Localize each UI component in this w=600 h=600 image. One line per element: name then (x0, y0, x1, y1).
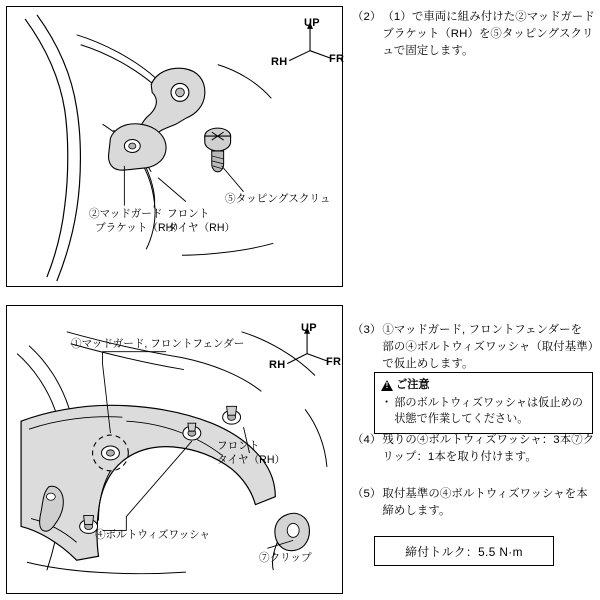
step-5-number: （5） (352, 488, 382, 500)
step-3-number: （3） (352, 324, 382, 336)
label-mudguard-bracket: ②マッドガード ブラケット（RH） (89, 208, 184, 235)
figure-panel-bottom (6, 305, 343, 594)
axis-label-rh: RH (269, 359, 286, 371)
step-3-text: ①マッドガード, フロントフェンダーを 部の④ボルトウィズワッシャ（取付基準）で仮止めします。 (382, 324, 594, 370)
label-clip: ⑦クリップ (259, 552, 312, 564)
step-5-text: 取付基準の④ボルトウィズワッシャを本締めします。 (382, 488, 588, 517)
step-2 (352, 9, 596, 60)
figure-panel-top (6, 6, 343, 287)
step-3 (352, 322, 596, 373)
step-4-number: （4） (352, 434, 382, 446)
figure-top-illustration (7, 7, 345, 286)
caution-body (381, 395, 586, 427)
caution-title-row (381, 377, 586, 393)
warning-triangle-icon (381, 380, 393, 391)
step-4-text: 残りの④ボルトウィズワッシャ：3本⑦クリップ：1本を取り付けます。 (382, 434, 595, 463)
axis-label-up: UP (304, 17, 320, 29)
caution-box (374, 372, 593, 434)
torque-spec-label: 締付トルク：5.5 N·m (405, 544, 523, 559)
label-mudguard-front-fender: ①マッドガード, フロントフェンダー (71, 338, 245, 350)
step-2-text: （1）で車両に組み付けた②マッドガードブラケット（RH）を⑤タッピングスクリュで固定します。 (382, 11, 595, 57)
caution-title-text: ご注意 (396, 379, 430, 391)
axis-label-fr: FR (329, 53, 345, 65)
label-tapping-screw: ⑤タッピングスクリュ (225, 193, 331, 205)
axis-label-fr: FR (326, 356, 342, 368)
torque-spec-box (374, 536, 554, 566)
axis-label-up: UP (301, 322, 317, 334)
caution-bullet: ・ (381, 397, 393, 410)
label-front-tire: フロント タイヤ（RH） (167, 208, 236, 235)
instruction-column (352, 0, 596, 600)
step-4 (352, 432, 596, 466)
step-2-number: （2） (352, 11, 382, 23)
axis-label-rh: RH (271, 56, 288, 68)
step-5 (352, 486, 596, 520)
label-front-tire: フロント タイヤ（RH） (217, 440, 286, 467)
caution-text: 部のボルトウィズワッシャは仮止めの状態で作業してください。 (394, 397, 583, 426)
label-bolt-with-washer: ④ボルトウィズワッシャ (95, 529, 211, 541)
